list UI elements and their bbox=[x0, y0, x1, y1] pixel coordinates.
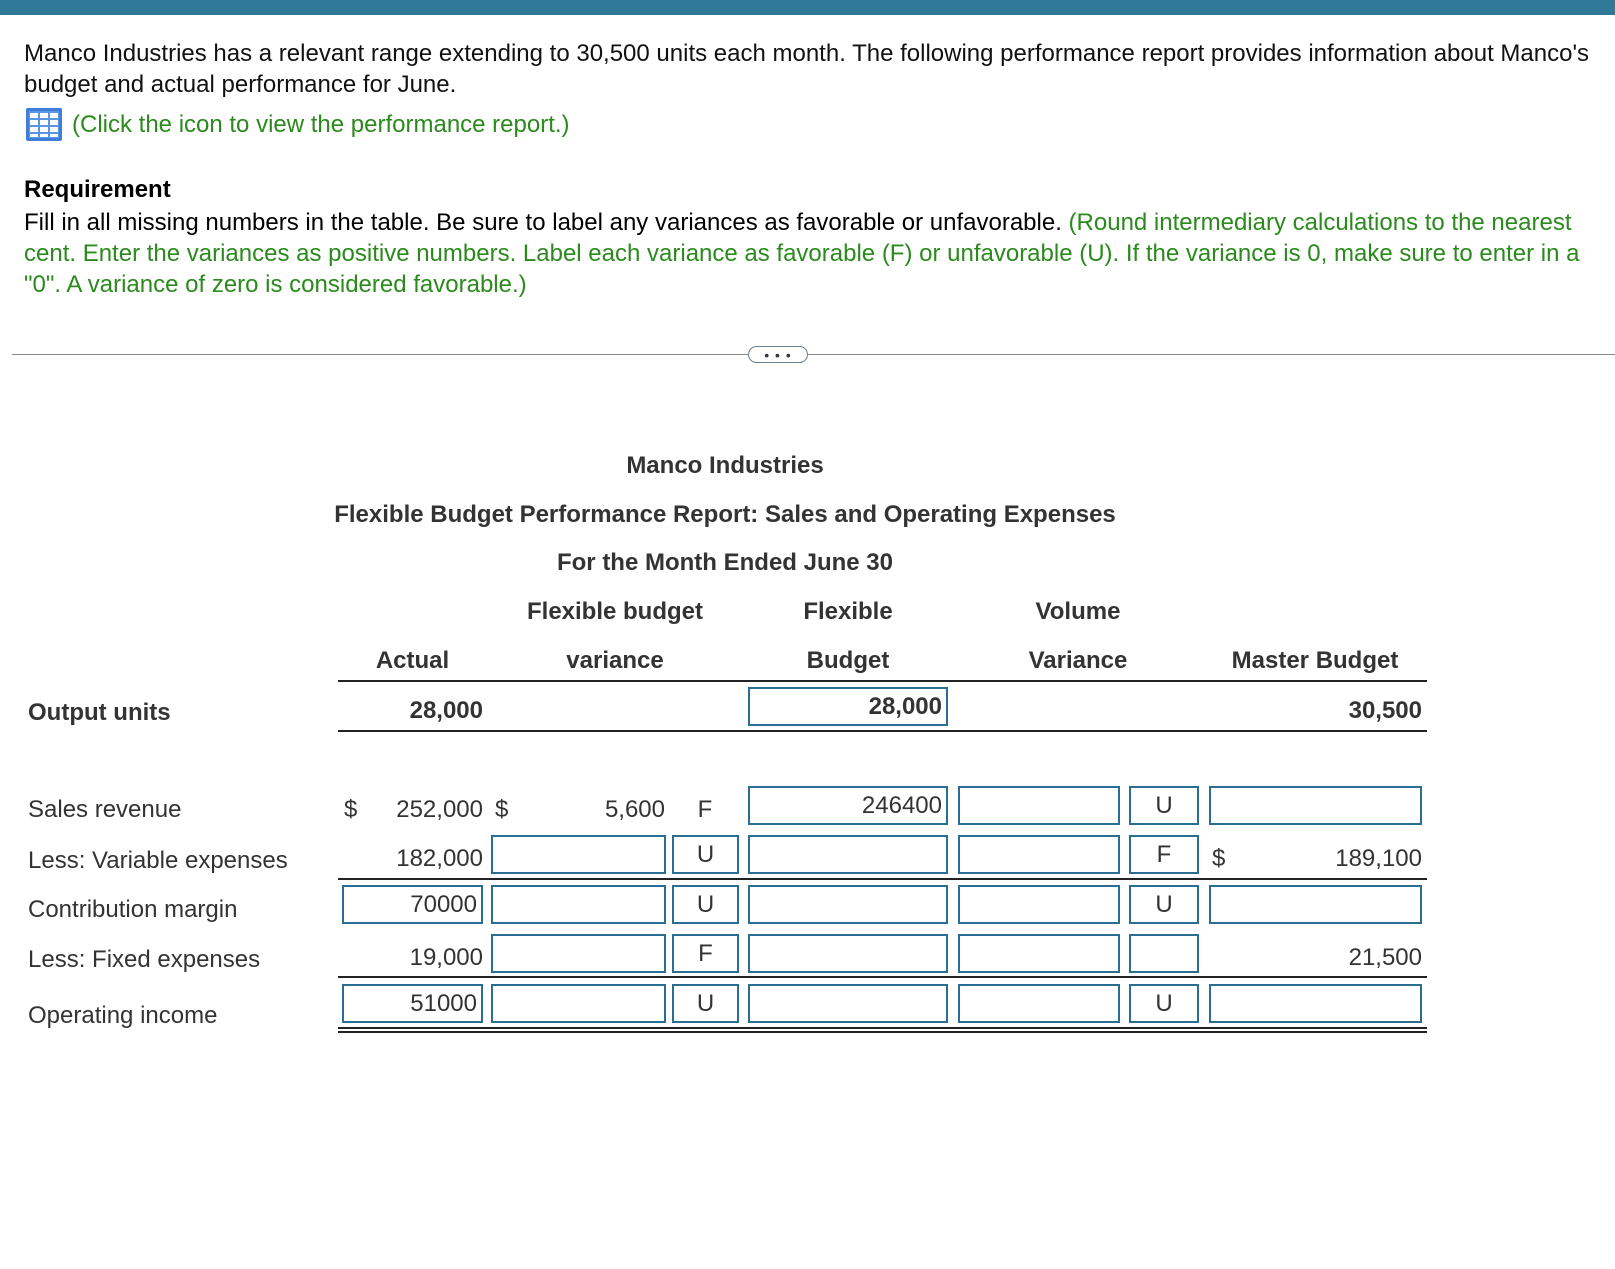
actual-output-units: 28,000 bbox=[409, 697, 483, 724]
fb-variance-variable-expenses-input[interactable] bbox=[491, 835, 666, 874]
master-operating-income-input[interactable] bbox=[1209, 984, 1422, 1023]
col-flexible-line1: Flexible bbox=[803, 598, 893, 625]
fb-variance-fixed-expenses-input[interactable] bbox=[491, 934, 666, 973]
row-label-variable-expenses: Less: Variable expenses bbox=[28, 847, 288, 874]
currency-sign: $ bbox=[344, 796, 358, 823]
actual-variable-expenses: 182,000 bbox=[396, 845, 483, 872]
variable-expenses-rule bbox=[338, 878, 1427, 880]
fb-label-variable-expenses-input[interactable] bbox=[672, 835, 739, 874]
actual-sales-revenue: 252,000 bbox=[396, 796, 483, 823]
volume-label-contribution-margin-input[interactable] bbox=[1129, 885, 1199, 924]
volume-label-operating-income-input[interactable] bbox=[1129, 984, 1199, 1023]
volume-label-sales-revenue-input[interactable] bbox=[1129, 786, 1199, 825]
col-master-budget: Master Budget bbox=[1231, 647, 1399, 674]
report-title: Flexible Budget Performance Report: Sales and Operating Expenses bbox=[334, 501, 1116, 528]
requirement-instructions: (Round intermediary calculations to the nearest cent. Enter the variances as positive numbers. Label each variance as favorable (F) or unfavorable (U). If the variance is 0, make sure to enter in a "0". A variance of zero is considered favorable.) bbox=[24, 209, 1580, 298]
actual-fixed-expenses: 19,000 bbox=[409, 944, 483, 971]
volume-label-variable-expenses-input[interactable] bbox=[1129, 835, 1199, 874]
actual-contribution-margin-input[interactable] bbox=[342, 885, 483, 924]
volume-variance-fixed-expenses-input[interactable] bbox=[958, 934, 1120, 973]
actual-operating-income-input[interactable] bbox=[342, 984, 483, 1023]
fixed-expenses-rule bbox=[338, 976, 1427, 978]
requirement-body bbox=[24, 207, 1604, 300]
fb-label-sales-revenue: F bbox=[697, 796, 713, 823]
col-flexible-line2: Budget bbox=[806, 647, 890, 674]
flexible-output-units-input[interactable] bbox=[748, 687, 948, 726]
volume-variance-variable-expenses-input[interactable] bbox=[958, 835, 1120, 874]
table-grid-icon[interactable] bbox=[26, 108, 62, 141]
flexible-fixed-expenses-input[interactable] bbox=[748, 934, 948, 973]
report-period: For the Month Ended June 30 bbox=[556, 549, 893, 576]
row-label-output-units: Output units bbox=[28, 699, 171, 726]
units-rule bbox=[338, 730, 1427, 732]
requirement-text: Fill in all missing numbers in the table. Be sure to label any variances as favorable or unfavorable. bbox=[24, 209, 1062, 236]
top-header-bar bbox=[0, 0, 1615, 15]
col-fb-variance-line2: variance bbox=[566, 647, 664, 674]
volume-label-fixed-expenses-input[interactable] bbox=[1129, 934, 1199, 973]
row-label-operating-income: Operating income bbox=[28, 1002, 218, 1029]
fb-label-contribution-margin-input[interactable] bbox=[672, 885, 739, 924]
row-label-sales-revenue: Sales revenue bbox=[28, 796, 182, 823]
fb-label-fixed-expenses-input[interactable] bbox=[672, 934, 739, 973]
fb-label-operating-income-input[interactable] bbox=[672, 984, 739, 1023]
fb-variance-operating-income-input[interactable] bbox=[491, 984, 666, 1023]
flexible-variable-expenses-input[interactable] bbox=[748, 835, 948, 874]
volume-variance-sales-revenue-input[interactable] bbox=[958, 786, 1120, 825]
col-volume-line2: Variance bbox=[1028, 647, 1128, 674]
fb-variance-sales-revenue: 5,600 bbox=[604, 796, 665, 823]
col-volume-line1: Volume bbox=[1035, 598, 1121, 625]
flexible-sales-revenue-input[interactable] bbox=[748, 786, 948, 825]
master-variable-expenses: 189,100 bbox=[1335, 845, 1422, 872]
expand-more-button[interactable]: • • • bbox=[748, 346, 808, 363]
master-fixed-expenses: 21,500 bbox=[1348, 944, 1422, 971]
flexible-operating-income-input[interactable] bbox=[748, 984, 948, 1023]
view-report-link[interactable] bbox=[26, 108, 570, 141]
currency-sign: $ bbox=[1212, 845, 1226, 872]
flexible-contribution-margin-input[interactable] bbox=[748, 885, 948, 924]
total-double-rule bbox=[338, 1027, 1427, 1033]
master-contribution-margin-input[interactable] bbox=[1209, 885, 1422, 924]
col-fb-variance-line1: Flexible budget bbox=[526, 598, 703, 625]
header-rule bbox=[338, 680, 1427, 682]
problem-intro: Manco Industries has a relevant range extending to 30,500 units each month. The following performance report provides information about Manco's budget and actual performance for June. bbox=[24, 40, 1590, 98]
requirement-heading: Requirement bbox=[24, 176, 171, 203]
master-output-units: 30,500 bbox=[1348, 697, 1422, 724]
volume-variance-contribution-margin-input[interactable] bbox=[958, 885, 1120, 924]
row-label-contribution-margin: Contribution margin bbox=[28, 896, 238, 923]
master-sales-revenue-input[interactable] bbox=[1209, 786, 1422, 825]
fb-variance-contribution-margin-input[interactable] bbox=[491, 885, 666, 924]
row-label-fixed-expenses: Less: Fixed expenses bbox=[28, 946, 261, 973]
report-company: Manco Industries bbox=[626, 452, 824, 479]
view-report-link-text[interactable]: (Click the icon to view the performance report.) bbox=[72, 110, 570, 138]
section-divider bbox=[12, 354, 1615, 355]
volume-variance-operating-income-input[interactable] bbox=[958, 984, 1120, 1023]
col-actual: Actual bbox=[375, 647, 450, 674]
currency-sign: $ bbox=[495, 796, 509, 823]
